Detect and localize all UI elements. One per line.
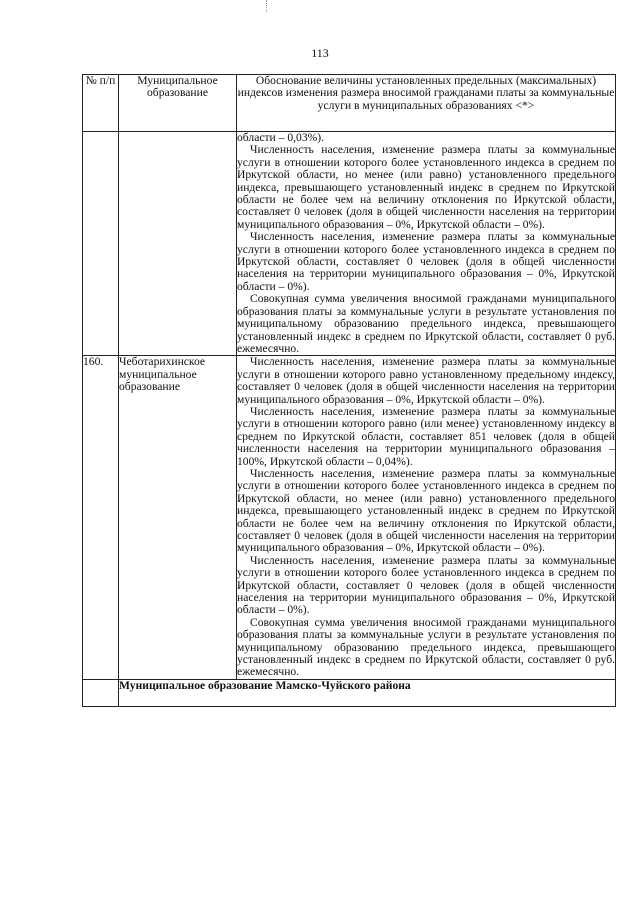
section-heading: Муниципальное образование Мамско-Чуйского района [119,679,616,706]
indices-table [82,74,616,707]
paragraph: Совокупная сумма увеличения вносимой гражданами муниципального образования платы за коммунальные услуги в результате установления по муниципальному образованию предельного индекса, превышающего установленный индекс в среднем по Иркутской области, составляет 0 руб. ежемесячно. [237,615,615,679]
section-heading-row [83,679,616,706]
paragraph: Численность населения, изменение размера платы за коммунальные услуги в отношении которого равно (или менее) установленному индексу в среднем по Иркутской области, составляет 851 человек (доля в общей численности населения на территории муниципального образования – 100%, Иркутской области – 0,04%). [237,404,615,468]
page-number: 113 [311,46,329,60]
paragraph: Численность населения, изменение размера платы за коммунальные услуги в отношении которого более установленного индекса в среднем по Иркутской области, составляет 0 человек (доля в общей численности населения на территории муниципального образования – 0%, Иркутской области – 0%). [237,230,615,293]
cell-justification [237,356,616,680]
paragraph: Численность населения, изменение размера платы за коммунальные услуги в отношении которого более установленного индекса в среднем по Иркутской области, но менее (или равно) установленного предельного индекса, превышающего установленный индекс в среднем по Иркутской области не более чем на величину отклонения по Иркутской области, составляет 0 человек (доля в общей численности населения на территории муниципального образования – 0%, Иркутской области – 0%). [237,466,615,555]
table-row-160 [83,356,616,680]
paragraph: Численность населения, изменение размера платы за коммунальные услуги в отношении которого более установленного индекса в среднем по Иркутской области, составляет 0 человек (доля в общей численности населения на территории муниципального образования – 0%, Иркутской области – 0%). [237,553,615,617]
paragraph: Численность населения, изменение размера платы за коммунальные услуги в отношении которого равно установленному предельному индексу, составляет 0 человек (доля в общей численности населения на территории муниципального образования – 0%, Иркутской области – 0%). [237,355,615,406]
header-number: № п/п [83,75,119,132]
paragraph: Численность населения, изменение размера платы за коммунальные услуги в отношении которого более установленного индекса в среднем по Иркутской области, но менее (или равно) установленного предельного индекса, превышающего установленный индекс в среднем по Иркутской области не более чем на величину отклонения по Иркутской области, составляет 0 человек (доля в общей численности населения на территории муниципального образования – 0%, Иркутской области – 0%). [237,143,615,231]
paragraph: Совокупная сумма увеличения вносимой гражданами муниципального образования платы за коммунальные услуги в результате установления по муниципальному образованию предельного индекса, превышающего установленный индекс в среднем по Иркутской области, составляет 0 руб. ежемесячно. [237,292,615,355]
table-row-continued [83,132,616,356]
cell-municipality-empty [119,132,237,356]
cell-number-empty [83,132,119,356]
table-header-row [83,75,616,132]
header-justification: Обоснование величины установленных предельных (максимальных) индексов изменения размера вносимой гражданами платы за коммунальные услуги в муниципальных образованиях <*> [237,75,616,132]
row-number: 160. [83,356,119,680]
municipality-name: Чеботарихинское муниципальное образование [119,356,237,680]
continuation-text: области – 0,03%). [237,131,325,144]
scan-mark [266,0,277,12]
header-municipality: Муниципальное образование [119,75,237,132]
cell-section-empty [83,679,119,706]
cell-justification [237,132,616,356]
